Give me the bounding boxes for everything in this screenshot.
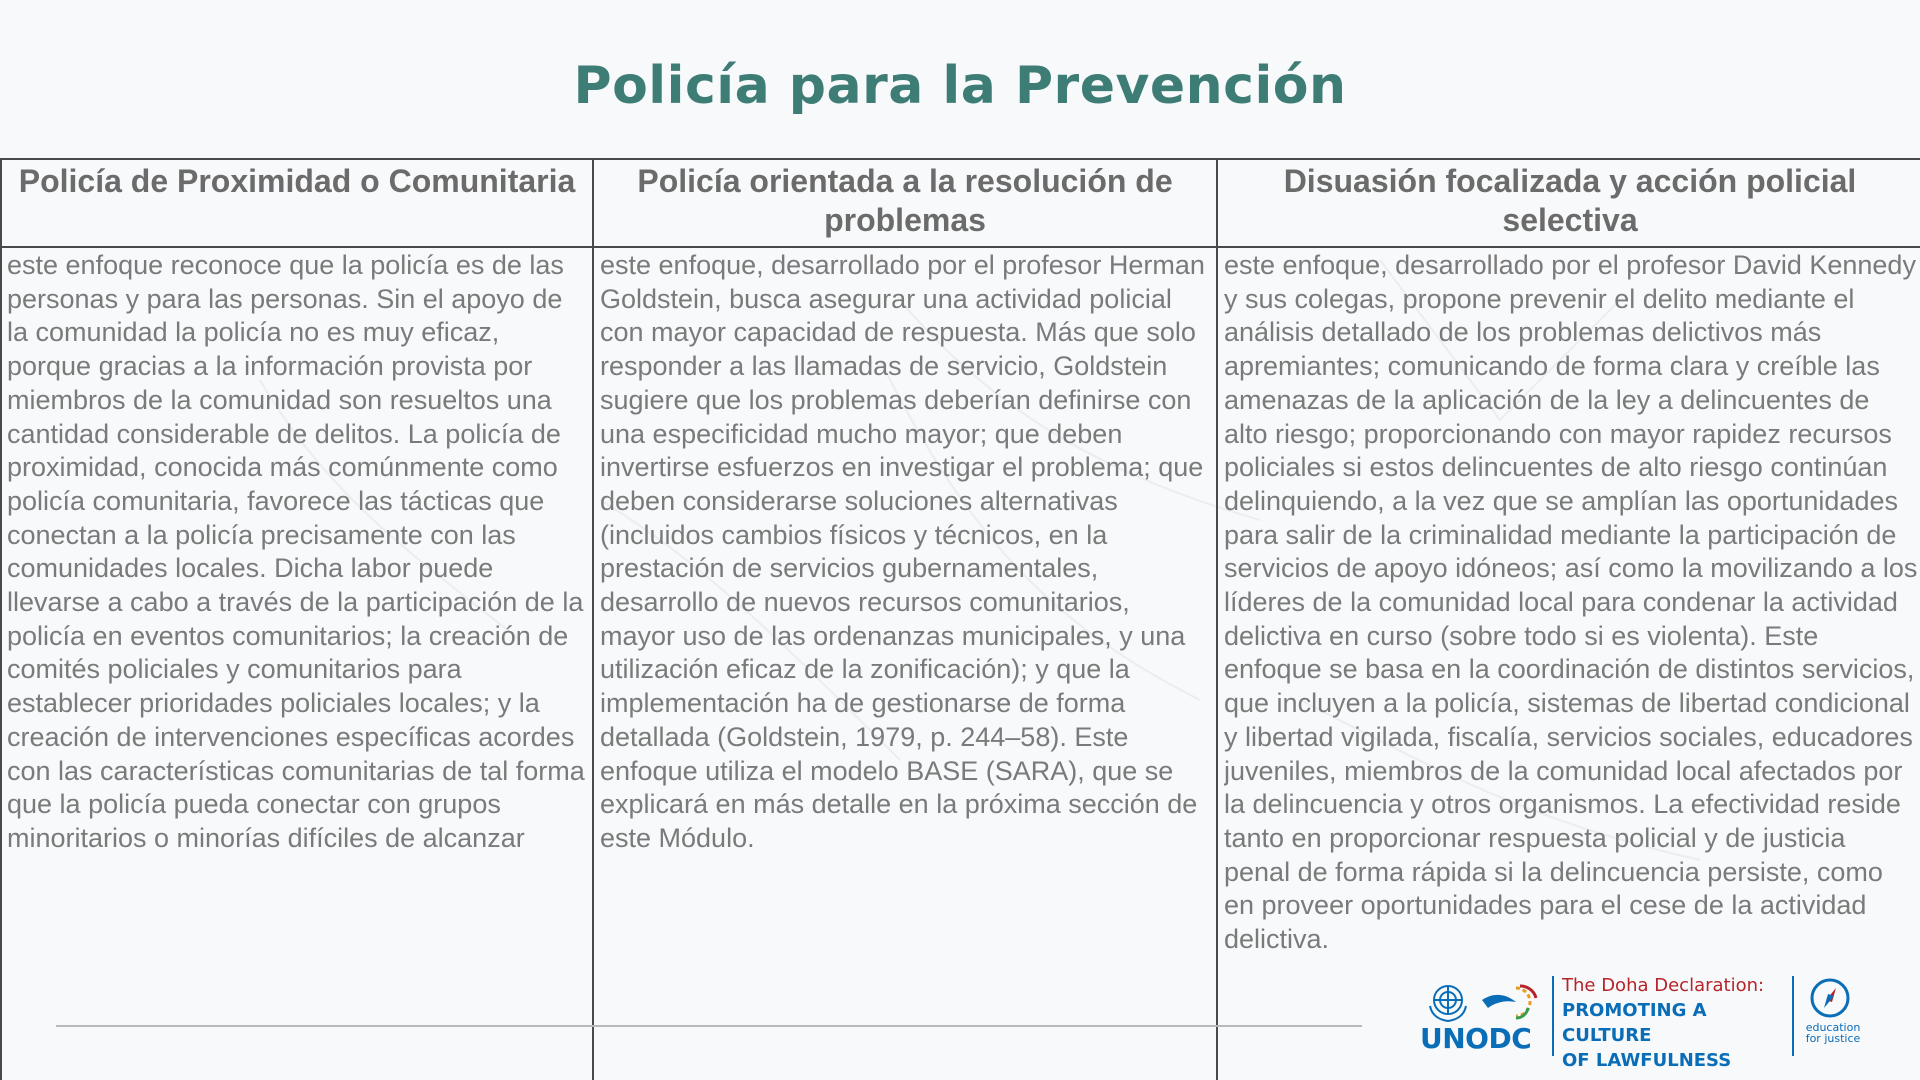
column-header-resolucion: Policía orientada a la resolución de problemas bbox=[637, 163, 1173, 238]
e4j-line-2: for justice bbox=[1805, 1032, 1861, 1045]
column-header-disuasion: Disuasión focalizada y acción policial selectiva bbox=[1283, 163, 1857, 238]
doha-line-2: PROMOTING A CULTURE bbox=[1562, 1000, 1707, 1046]
column-body-resolucion: este enfoque, desarrollado por el profesor Herman Goldstein, busca asegurar una actividad policial con mayor capacidad de respuesta. Más que solo responder a las llamadas de servicio, Goldstein sugiere que los problemas deberían definirse con una especificidad mucho mayor; que deben invertirse esfuerzos en investigar el problema; que deben considerarse soluciones alternativas (incluidos cambios físicos y técnicos, en la prestación de servicios gubernamentales, desarrollo de nuevos recursos comunitarios, mayor uso de las ordenanzas municipales, y una utilización eficaz de la zonificación); y que la implementación ha de gestionarse de forma detallada (Goldstein, 1979, p. 244–58). Este enfoque utiliza el modelo BASE (SARA), que se explicará en más detalle en la próxima sección de este Módulo. bbox=[600, 250, 1205, 853]
table-header-divider bbox=[0, 246, 1920, 248]
doha-bird-icon bbox=[1476, 978, 1544, 1022]
doha-line-1: The Doha Declaration: bbox=[1562, 975, 1765, 996]
page-title: Policía para la Prevención bbox=[573, 56, 1347, 116]
comparison-table bbox=[0, 158, 1920, 1080]
doha-line-3: OF LAWFULNESS bbox=[1562, 1050, 1732, 1071]
table-top-border bbox=[0, 158, 1920, 160]
compass-icon bbox=[1808, 976, 1852, 1020]
unodc-logo bbox=[1420, 976, 1546, 1056]
footer-logos bbox=[1420, 975, 1862, 1071]
column-body-disuasion: este enfoque, desarrollado por el profesor David Kennedy y sus colegas, propone prevenir el delito mediante el análisis detallado de los problemas delictivos más apremiantes; comunicando de forma clara y creíble las amenazas de la aplicación de la ley a delincuentes de alto riesgo; proporcionando con mayor rapidez recursos policiales si estos delincuentes de alto riesgo continúan delinquiendo, a la vez que se amplían las oportunidades para salir de la criminalidad mediante la participación de servicios de apoyo idóneos; así como la movilizando a los líderes de la comunidad local para condenar la actividad delictiva en curso (sobre todo si es violenta). Este enfoque se basa en la coordinación de distintos servicios, que incluyen a la policía, sistemas de libertad condicional y libertad vigilada, fiscalía, servicios sociales, educadores juveniles, miembros de la comunidad local afectados por la delincuencia y otros organismos. La efectividad reside tanto en proporcionar respuesta policial y de justicia penal de forma rápida si la delincuencia persiste, como en proveer oportunidades para el cese de la actividad delictiva. bbox=[1224, 250, 1918, 955]
column-divider-2 bbox=[1216, 158, 1218, 1080]
column-divider-1 bbox=[592, 158, 594, 1080]
column-header-proximidad: Policía de Proximidad o Comunitaria bbox=[18, 163, 576, 199]
doha-declaration-logo bbox=[1552, 975, 1784, 1071]
e4j-line-1: education bbox=[1805, 1021, 1861, 1034]
education-for-justice-logo bbox=[1792, 976, 1862, 1056]
un-emblem-icon bbox=[1424, 980, 1472, 1024]
footer-rule bbox=[56, 1025, 1362, 1027]
column-body-proximidad: este enfoque reconoce que la policía es de las personas y para las personas. Sin el apoyo de la comunidad la policía no es muy eficaz, porque gracias a la información provista por miembros de la comunidad son resueltos una cantidad considerable de delitos. La policía de proximidad, conocida más comúnmente como policía comunitaria, favorece las tácticas que conectan a la policía precisamente con las comunidades locales. Dicha labor puede llevarse a cabo a través de la participación de la policía en eventos comunitarios; la creación de comités policiales y comunitarios para establecer prioridades policiales locales; y la creación de intervenciones específicas acordes con las características comunitarias de tal forma que la policía pueda conectar con grupos minoritarios o minorías difíciles de alcanzar bbox=[7, 250, 585, 853]
unodc-wordmark: UNODC bbox=[1420, 1022, 1532, 1055]
e4j-wordmark bbox=[1802, 1022, 1864, 1044]
table-left-border bbox=[0, 158, 2, 1080]
